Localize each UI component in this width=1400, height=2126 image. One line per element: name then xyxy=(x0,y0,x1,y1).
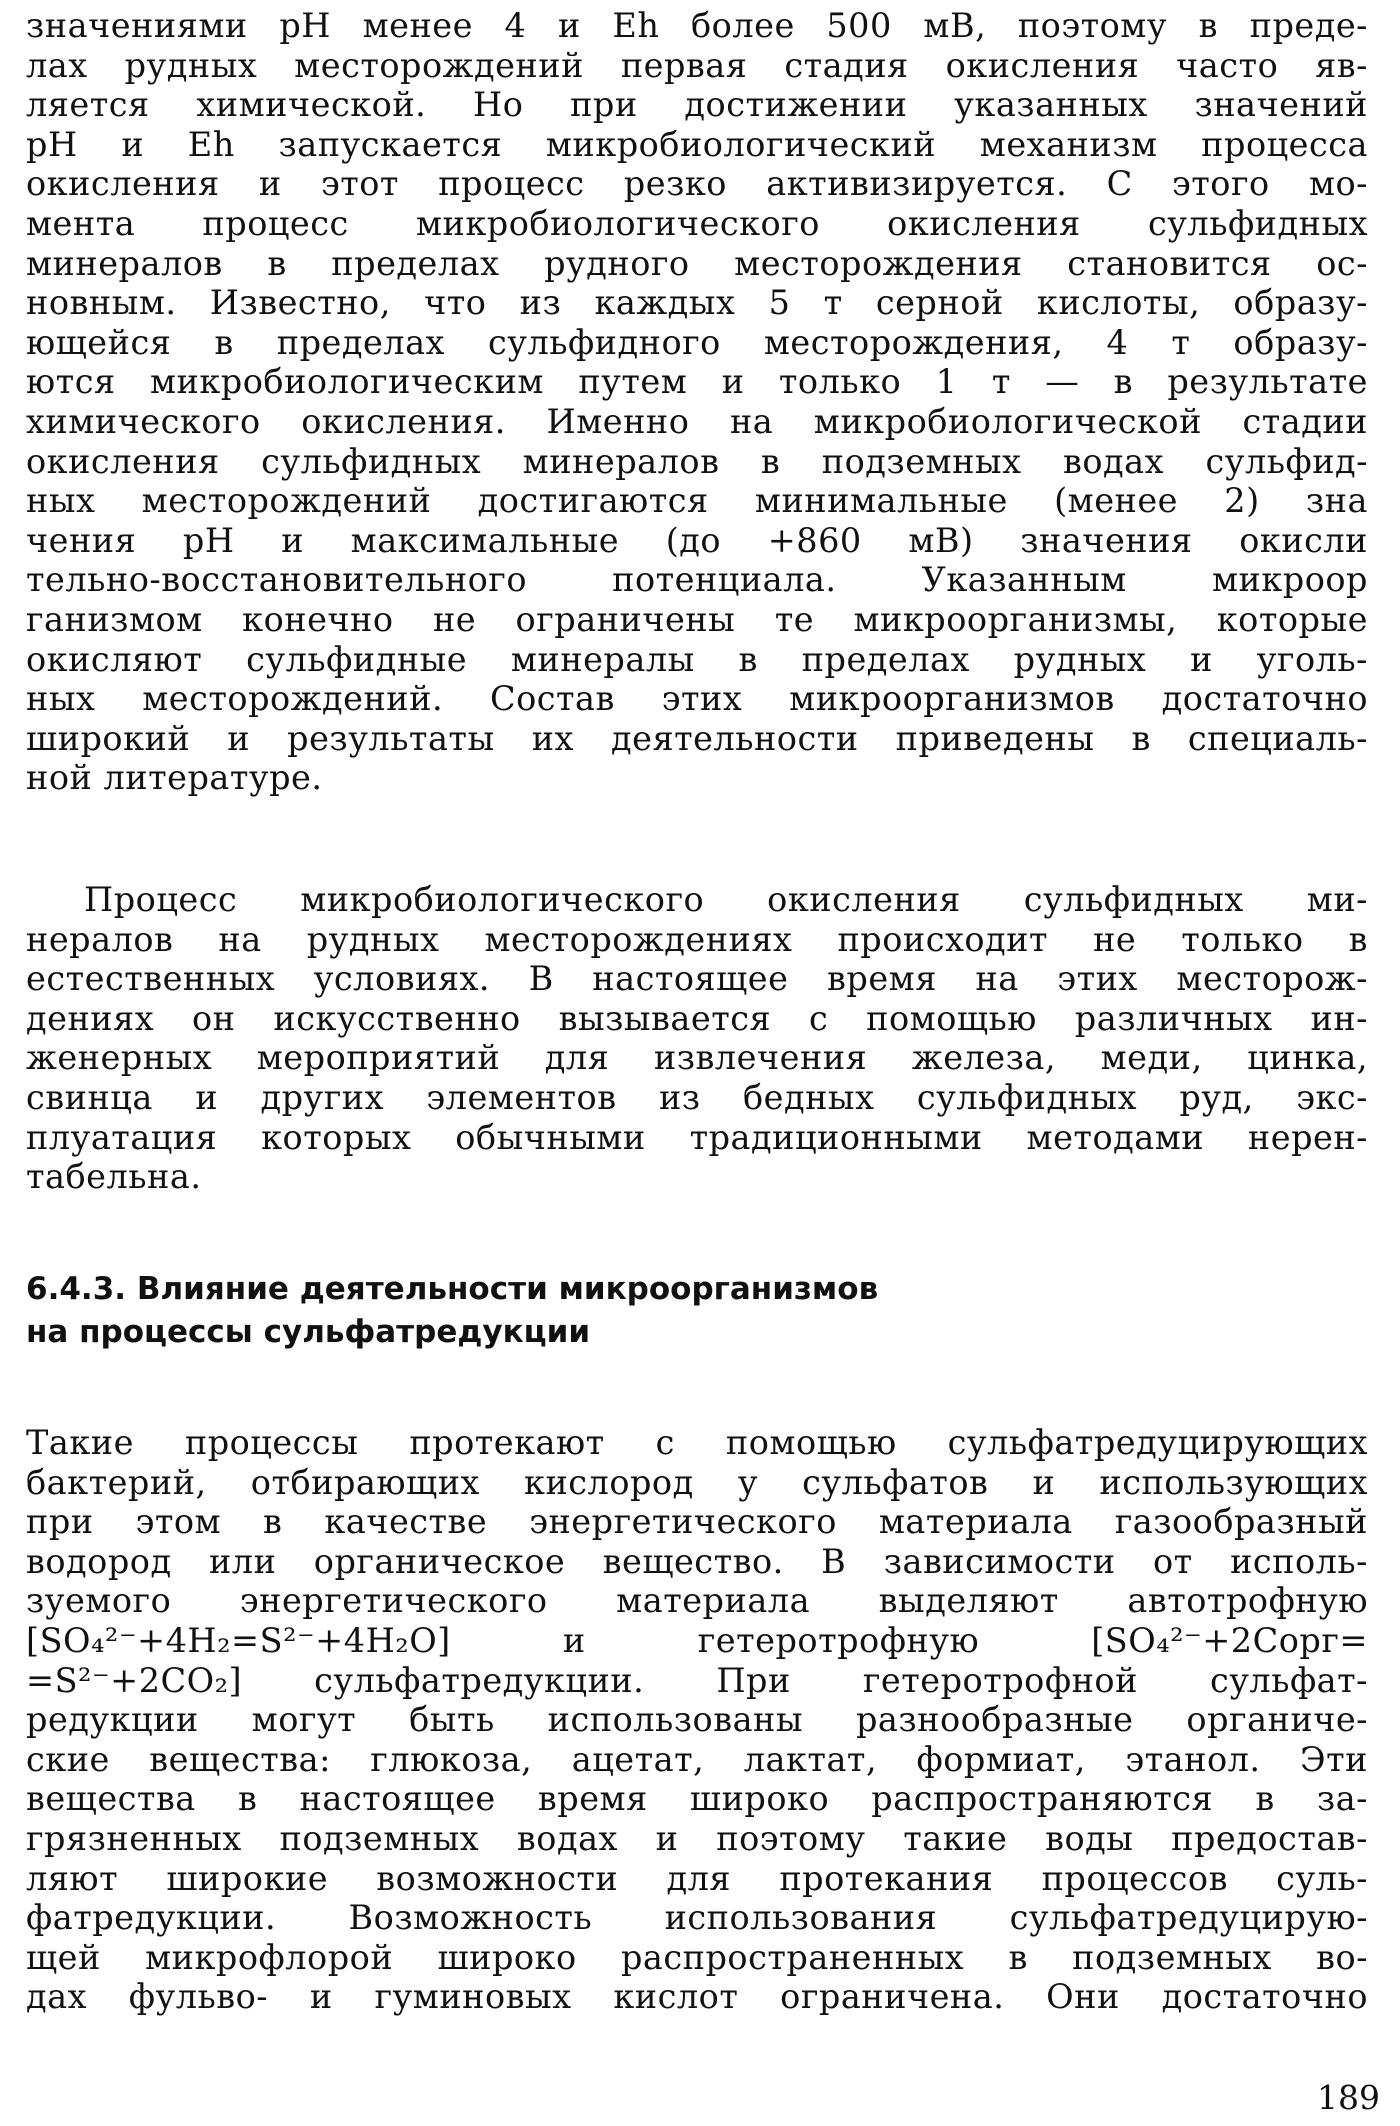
text-line: pH и Eh запускается микробиологический механизм процесса xyxy=(26,124,1368,164)
paragraph-sulfate-reduction xyxy=(26,1423,1368,2017)
text-line: вещества в настоящее время широко распространяются в за- xyxy=(26,1779,1368,1819)
section-heading-line: на процессы сульфатредукции xyxy=(26,1314,591,1350)
text-line: женерных мероприятий для извлечения железа, меди, цинка, xyxy=(26,1038,1368,1078)
text-line: Такие процессы протекают с помощью сульфатредуцирующих xyxy=(26,1423,1368,1462)
text-line: нералов на рудных месторождениях происходит не только в xyxy=(26,919,1368,959)
section-heading xyxy=(26,1268,878,1354)
text-line: ются микробиологическим путем и только 1 т — в результате xyxy=(26,362,1368,402)
text-line: ных месторождений. Состав этих микроорганизмов достаточно xyxy=(26,679,1368,719)
text-line: естественных условиях. В настоящее время на этих месторож- xyxy=(26,959,1368,999)
text-line: ские вещества: глюкоза, ацетат, лактат, формиат, этанол. Эти xyxy=(26,1739,1368,1779)
text-line: ляется химической. Но при достижении указанных значений xyxy=(26,85,1368,125)
text-line: зуемого энергетического материала выделяют автотрофную xyxy=(26,1581,1368,1621)
text-line: свинца и других элементов из бедных сульфидных руд, экс- xyxy=(26,1077,1368,1117)
text-line: значениями pH менее 4 и Eh более 500 мВ, поэтому в преде- xyxy=(26,6,1368,45)
text-line: тельно-восстановительного потенциала. Указанным микроор xyxy=(26,560,1368,600)
text-line: дениях он искусственно вызывается с помощью различных ин- xyxy=(26,998,1368,1038)
text-line: грязненных подземных водах и поэтому такие воды предостав- xyxy=(26,1818,1368,1858)
text-line: окисляют сульфидные минералы в пределах рудных и уголь- xyxy=(26,639,1368,679)
text-line: щей микрофлорой широко распространенных в подземных во- xyxy=(26,1937,1368,1977)
text-line: водород или органическое вещество. В зависимости от исполь- xyxy=(26,1541,1368,1581)
text-line: ганизмом конечно не ограничены те микроорганизмы, которые xyxy=(26,599,1368,639)
text-line: широкий и результаты их деятельности приведены в специаль- xyxy=(26,718,1368,758)
text-line: редукции могут быть использованы разнообразные органиче- xyxy=(26,1700,1368,1740)
text-line: лах рудных месторождений первая стадия окисления часто яв- xyxy=(26,45,1368,85)
text-line: новным. Известно, что из каждых 5 т серной кислоты, образу- xyxy=(26,283,1368,323)
text-line: при этом в качестве энергетического материала газообразный xyxy=(26,1502,1368,1542)
text-line: ных месторождений достигаются минимальные (менее 2) зна xyxy=(26,481,1368,521)
section-heading-line: 6.4.3. Влияние деятельности микроорганизмов xyxy=(26,1271,879,1307)
text-line: =S²⁻+2CO₂] сульфатредукции. При гетеротрофной сульфат- xyxy=(26,1660,1368,1700)
text-line: чения pH и максимальные (до +860 мВ) значения окисли xyxy=(26,520,1368,560)
text-line: ющейся в пределах сульфидного месторождения, 4 т образу- xyxy=(26,322,1368,362)
text-line: ляют широкие возможности для протекания процессов суль- xyxy=(26,1858,1368,1898)
text-line: Процесс микробиологического окисления сульфидных ми- xyxy=(84,880,1368,919)
text-line-first xyxy=(26,880,1368,920)
text-line: плуатация которых обычными традиционными методами нерен- xyxy=(26,1117,1368,1157)
page-number: 189 xyxy=(1317,2078,1380,2117)
text-line: окисления сульфидных минералов в подземных водах сульфид- xyxy=(26,441,1368,481)
text-line: мента процесс микробиологического окисления сульфидных xyxy=(26,203,1368,243)
text-line: дах фульво- и гуминовых кислот ограничена. Они достаточно xyxy=(26,1977,1368,2017)
text-line: фатредукции. Возможность использования сульфатредуцирую- xyxy=(26,1898,1368,1938)
text-line: окисления и этот процесс резко активизируется. С этого мо- xyxy=(26,164,1368,204)
text-line: минералов в пределах рудного месторождения становится ос- xyxy=(26,243,1368,283)
text-line: химического окисления. Именно на микробиологической стадии xyxy=(26,401,1368,441)
paragraph-oxidation xyxy=(26,6,1368,798)
text-line: бактерий, отбирающих кислород у сульфатов и использующих xyxy=(26,1462,1368,1502)
text-line: табельна. xyxy=(26,1157,202,1197)
paragraph-ore-deposits xyxy=(26,880,1368,1197)
text-line: [SO₄²⁻+4H₂=S²⁻+4H₂O] и гетеротрофную [SO₄²⁻+2Cорг= xyxy=(26,1620,1368,1660)
text-line: ной литературе. xyxy=(26,758,323,798)
